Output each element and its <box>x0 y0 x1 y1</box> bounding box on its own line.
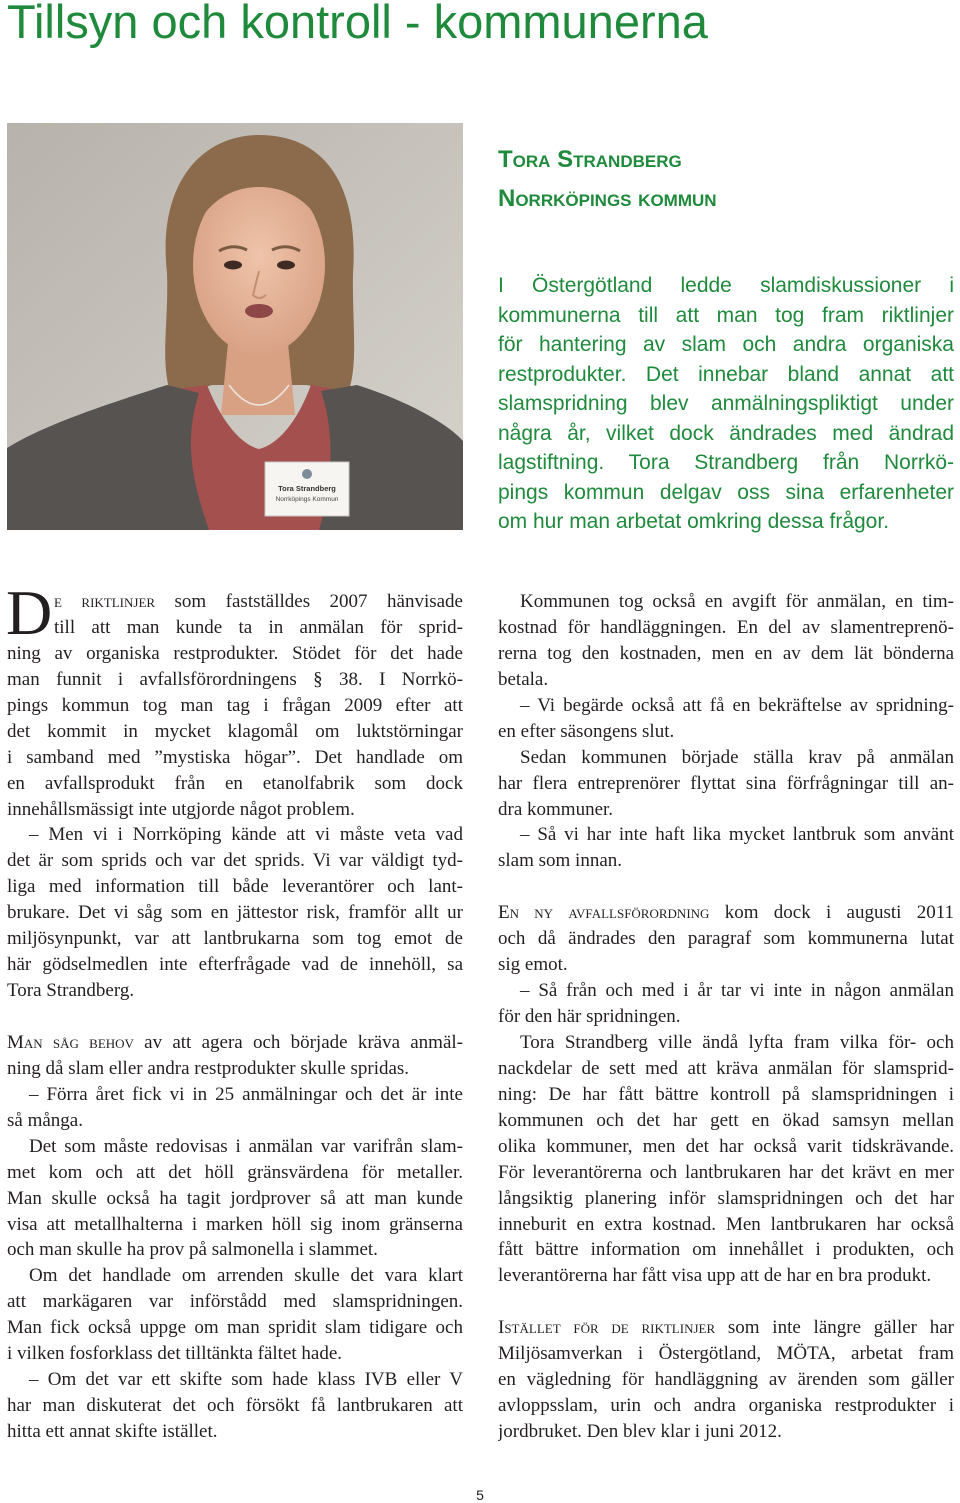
text-line: ning: De har fått bättre kontroll på slamspridningen i <box>498 1083 954 1105</box>
text-line: att markägaren var införstådd med slamspridningen. <box>7 1291 463 1313</box>
text-line <box>498 1315 954 1341</box>
intro-line: pings kommun delgav oss sina erfarenheter <box>498 480 954 504</box>
text-line: kostnad för handläggningen. En del av slamentreprenö- <box>498 616 954 638</box>
line-text: kom dock i augusti 2011 <box>709 902 954 924</box>
text-line: Det som måste redovisas i anmälan var varifrån slam- <box>29 1135 463 1157</box>
text-line: – Vi begärde också att få en bekräftelse av spridning- <box>520 694 954 716</box>
text-line: rerna tog den kostnaden, men en av dem lät bönderna <box>498 642 954 664</box>
text-line: – Så från och med i år tar vi inte in någon anmälan <box>520 980 954 1002</box>
body-left-column <box>6 577 463 1445</box>
text-line: met kom och att det höll gränsvärdena för metaller. <box>7 1161 463 1183</box>
right-eye <box>277 261 295 270</box>
lead-in-smallcaps: En ny avfallsförordning <box>498 902 710 924</box>
text-line: visa att metallhalterna i marken höll sig inom gränserna <box>7 1213 463 1235</box>
text-line: och man skulle ha prov på salmonella i slammet. <box>7 1239 378 1261</box>
page-title: Tillsyn och kontroll - kommunerna <box>7 0 708 48</box>
text-line: slam som innan. <box>498 850 623 872</box>
text-line: betala. <box>498 668 549 690</box>
badge-name: Tora Strandberg <box>278 484 336 493</box>
paragraph <box>7 1263 463 1367</box>
text-line: – Om det var ett skifte som hade klass IVB eller V <box>29 1369 463 1391</box>
text-line: brukare. Det vi såg som en jättestor risk, framför allt ur <box>7 902 463 924</box>
intro-line: restprodukter. Det innebar bland annat att <box>498 362 954 386</box>
paragraph <box>498 1315 954 1445</box>
section-break <box>498 1289 954 1315</box>
paragraph <box>498 589 954 693</box>
text-line: dra kommuner. <box>498 798 614 820</box>
intro-paragraph <box>498 271 954 537</box>
paragraph <box>498 745 954 823</box>
text-line: leverantörerna har fått visa upp att de har en bra produkt. <box>498 1265 932 1287</box>
intro-line: för hantering av slam och andra organiska <box>498 333 954 356</box>
section-break <box>498 874 954 900</box>
text-line: en avfallsprodukt från en etanolfabrik som dock <box>7 772 463 794</box>
intro-line: lagstiftning. Tora Strandberg från Norrkö- <box>498 451 954 474</box>
text-line: i vilken fosforklass det tilltänkta fältet hade. <box>7 1343 343 1365</box>
text-line: Tora Strandberg. <box>7 980 135 1002</box>
text-line: Kommunen tog också en avgift för anmälan, en tim- <box>520 591 954 612</box>
intro-line: kommunerna till att man tog fram riktlinjer <box>498 303 954 327</box>
text-line: ning då slam eller andra restprodukter skulle spridas. <box>7 1057 410 1079</box>
text-line: nackdelar de sett med att kräva anmälan för slamsprid- <box>498 1057 954 1079</box>
text-line: Sedan kommunen började ställa krav på anmälan <box>520 746 954 768</box>
text-line: för den här spridningen. <box>498 1006 681 1027</box>
text-line: hitta ett annat skifte istället. <box>7 1421 218 1442</box>
text-line <box>498 900 954 926</box>
lead-in-smallcaps: Man såg behov <box>7 1031 134 1053</box>
text-line: fått bättre information om innehållet i produkten, och <box>498 1239 954 1261</box>
paragraph <box>498 693 954 745</box>
text-line: pings kommun tog man tag i frågan 2009 efter att <box>7 694 463 716</box>
text-line: man funnit i avfallsförordningens § 38. I Norrkö- <box>7 668 463 690</box>
lead-in-smallcaps: e riktlinjer <box>54 591 156 612</box>
paragraph <box>7 1030 463 1082</box>
paragraph <box>498 822 954 874</box>
text-line: kommunen och det har gett en ökad samsyn mellan <box>498 1109 954 1131</box>
text-line: miljösynpunkt, var att lantbrukarna som tog emot de <box>7 928 463 950</box>
text-line: har man diskuterat det och försökt få lantbrukaren att <box>7 1395 463 1417</box>
drop-cap: D <box>6 577 53 648</box>
paragraph <box>7 822 463 1004</box>
paragraph <box>498 978 954 1030</box>
text-line: har flera entreprenörer flyttat sina förfrågningar till an- <box>498 772 954 794</box>
intro-line: några år, vilket dock ändrades med ändrad <box>498 421 954 445</box>
text-line <box>7 589 463 615</box>
author-name: Tora Strandberg <box>498 146 682 173</box>
text-line: här gödselmedlen inte efterfrågade vad de innehöll, sa <box>7 954 463 976</box>
text-line: Tora Strandberg ville ändå lyfta fram vilka för- och <box>520 1031 954 1053</box>
text-line: – Så vi har inte haft lika mycket lantbruk som använt <box>520 824 954 846</box>
line-text: som inte längre gäller har <box>715 1317 954 1339</box>
text-line: långsiktig planering inför slamspridningen och det har <box>498 1187 954 1209</box>
body-right-column <box>498 589 954 1445</box>
lead-in-smallcaps: Istället för de riktlinjer <box>498 1317 716 1339</box>
line-text: av att agera och började kräva anmäl- <box>133 1031 463 1053</box>
text-line: ning av organiska restprodukter. Stödet för det hade <box>7 642 463 664</box>
left-eye <box>224 261 242 270</box>
badge-emblem <box>302 469 312 479</box>
line-text: som fastställdes 2007 hänvisade <box>155 591 463 612</box>
text-line: Miljösamverkan i Östergötland, MÖTA, arbetat fram <box>498 1343 954 1365</box>
text-line: så många. <box>7 1109 83 1131</box>
paragraph <box>7 1082 463 1134</box>
text-line: innehållsmässigt inte utgjorde något problem. <box>7 798 355 820</box>
text-line: Man fick också uppge om man spridit slam tidigare och <box>7 1317 463 1339</box>
intro-line: slamspridning blev anmälningspliktigt under <box>498 392 954 415</box>
text-line: avloppsslam, urin och andra organiska restprodukter i <box>498 1395 954 1417</box>
text-line: och då ändrades den paragraf som kommunerna lutat <box>498 928 954 950</box>
text-line: Man skulle också ha tagit jordprover så att man kunde <box>7 1187 463 1209</box>
badge-organization: Norrköpings Kommun <box>275 496 339 503</box>
text-line: det kommit in mycket klagomål om luktstörningar <box>7 720 463 742</box>
paragraph <box>6 577 463 822</box>
mouth <box>245 304 273 318</box>
name-badge <box>265 462 349 516</box>
text-line: en efter säsongens slut. <box>498 720 675 742</box>
author-organization: Norrköpings kommun <box>498 185 717 212</box>
intro-line: I Östergötland ledde slamdiskussioner i <box>498 274 954 297</box>
text-line: Om det handlade om arrenden skulle det vara klart <box>29 1265 463 1287</box>
text-line: För leverantörerna och lantbrukaren har det krävt en mer <box>498 1161 954 1183</box>
text-line: – Förra året fick vi in 25 anmälningar och det är inte <box>29 1083 463 1105</box>
text-line: i samband med ”mystiska högar”. Det handlade om <box>7 746 463 768</box>
text-line: olika kommuner, men det har också varit tidskrävande. <box>498 1135 954 1157</box>
text-line: sig emot. <box>498 954 568 976</box>
paragraph <box>7 1367 463 1445</box>
text-line <box>7 1030 463 1056</box>
text-line: en vägledning för handläggning av ärenden som gäller <box>498 1369 954 1391</box>
intro-line: om hur man arbetat omkring dessa frågor. <box>498 510 890 533</box>
text-line: det är som sprids och var det sprids. Vi var väldigt tyd- <box>7 850 463 872</box>
paragraph <box>498 900 954 978</box>
section-break <box>7 1004 463 1030</box>
text-line: inneburit en extra kostnad. Men lantbrukaren har också <box>498 1213 954 1235</box>
text-line: jordbruket. Den blev klar i juni 2012. <box>498 1421 782 1442</box>
text-line: till att man kunde ta in anmälan för sprid- <box>54 616 463 638</box>
speaker-photo <box>7 123 463 530</box>
text-line: – Men vi i Norrköping kände att vi måste veta vad <box>29 824 463 846</box>
page-number: 5 <box>476 1487 484 1503</box>
paragraph <box>7 1134 463 1264</box>
text-line: liga med information till både leverantörer och lant- <box>7 876 463 898</box>
paragraph <box>498 1030 954 1289</box>
